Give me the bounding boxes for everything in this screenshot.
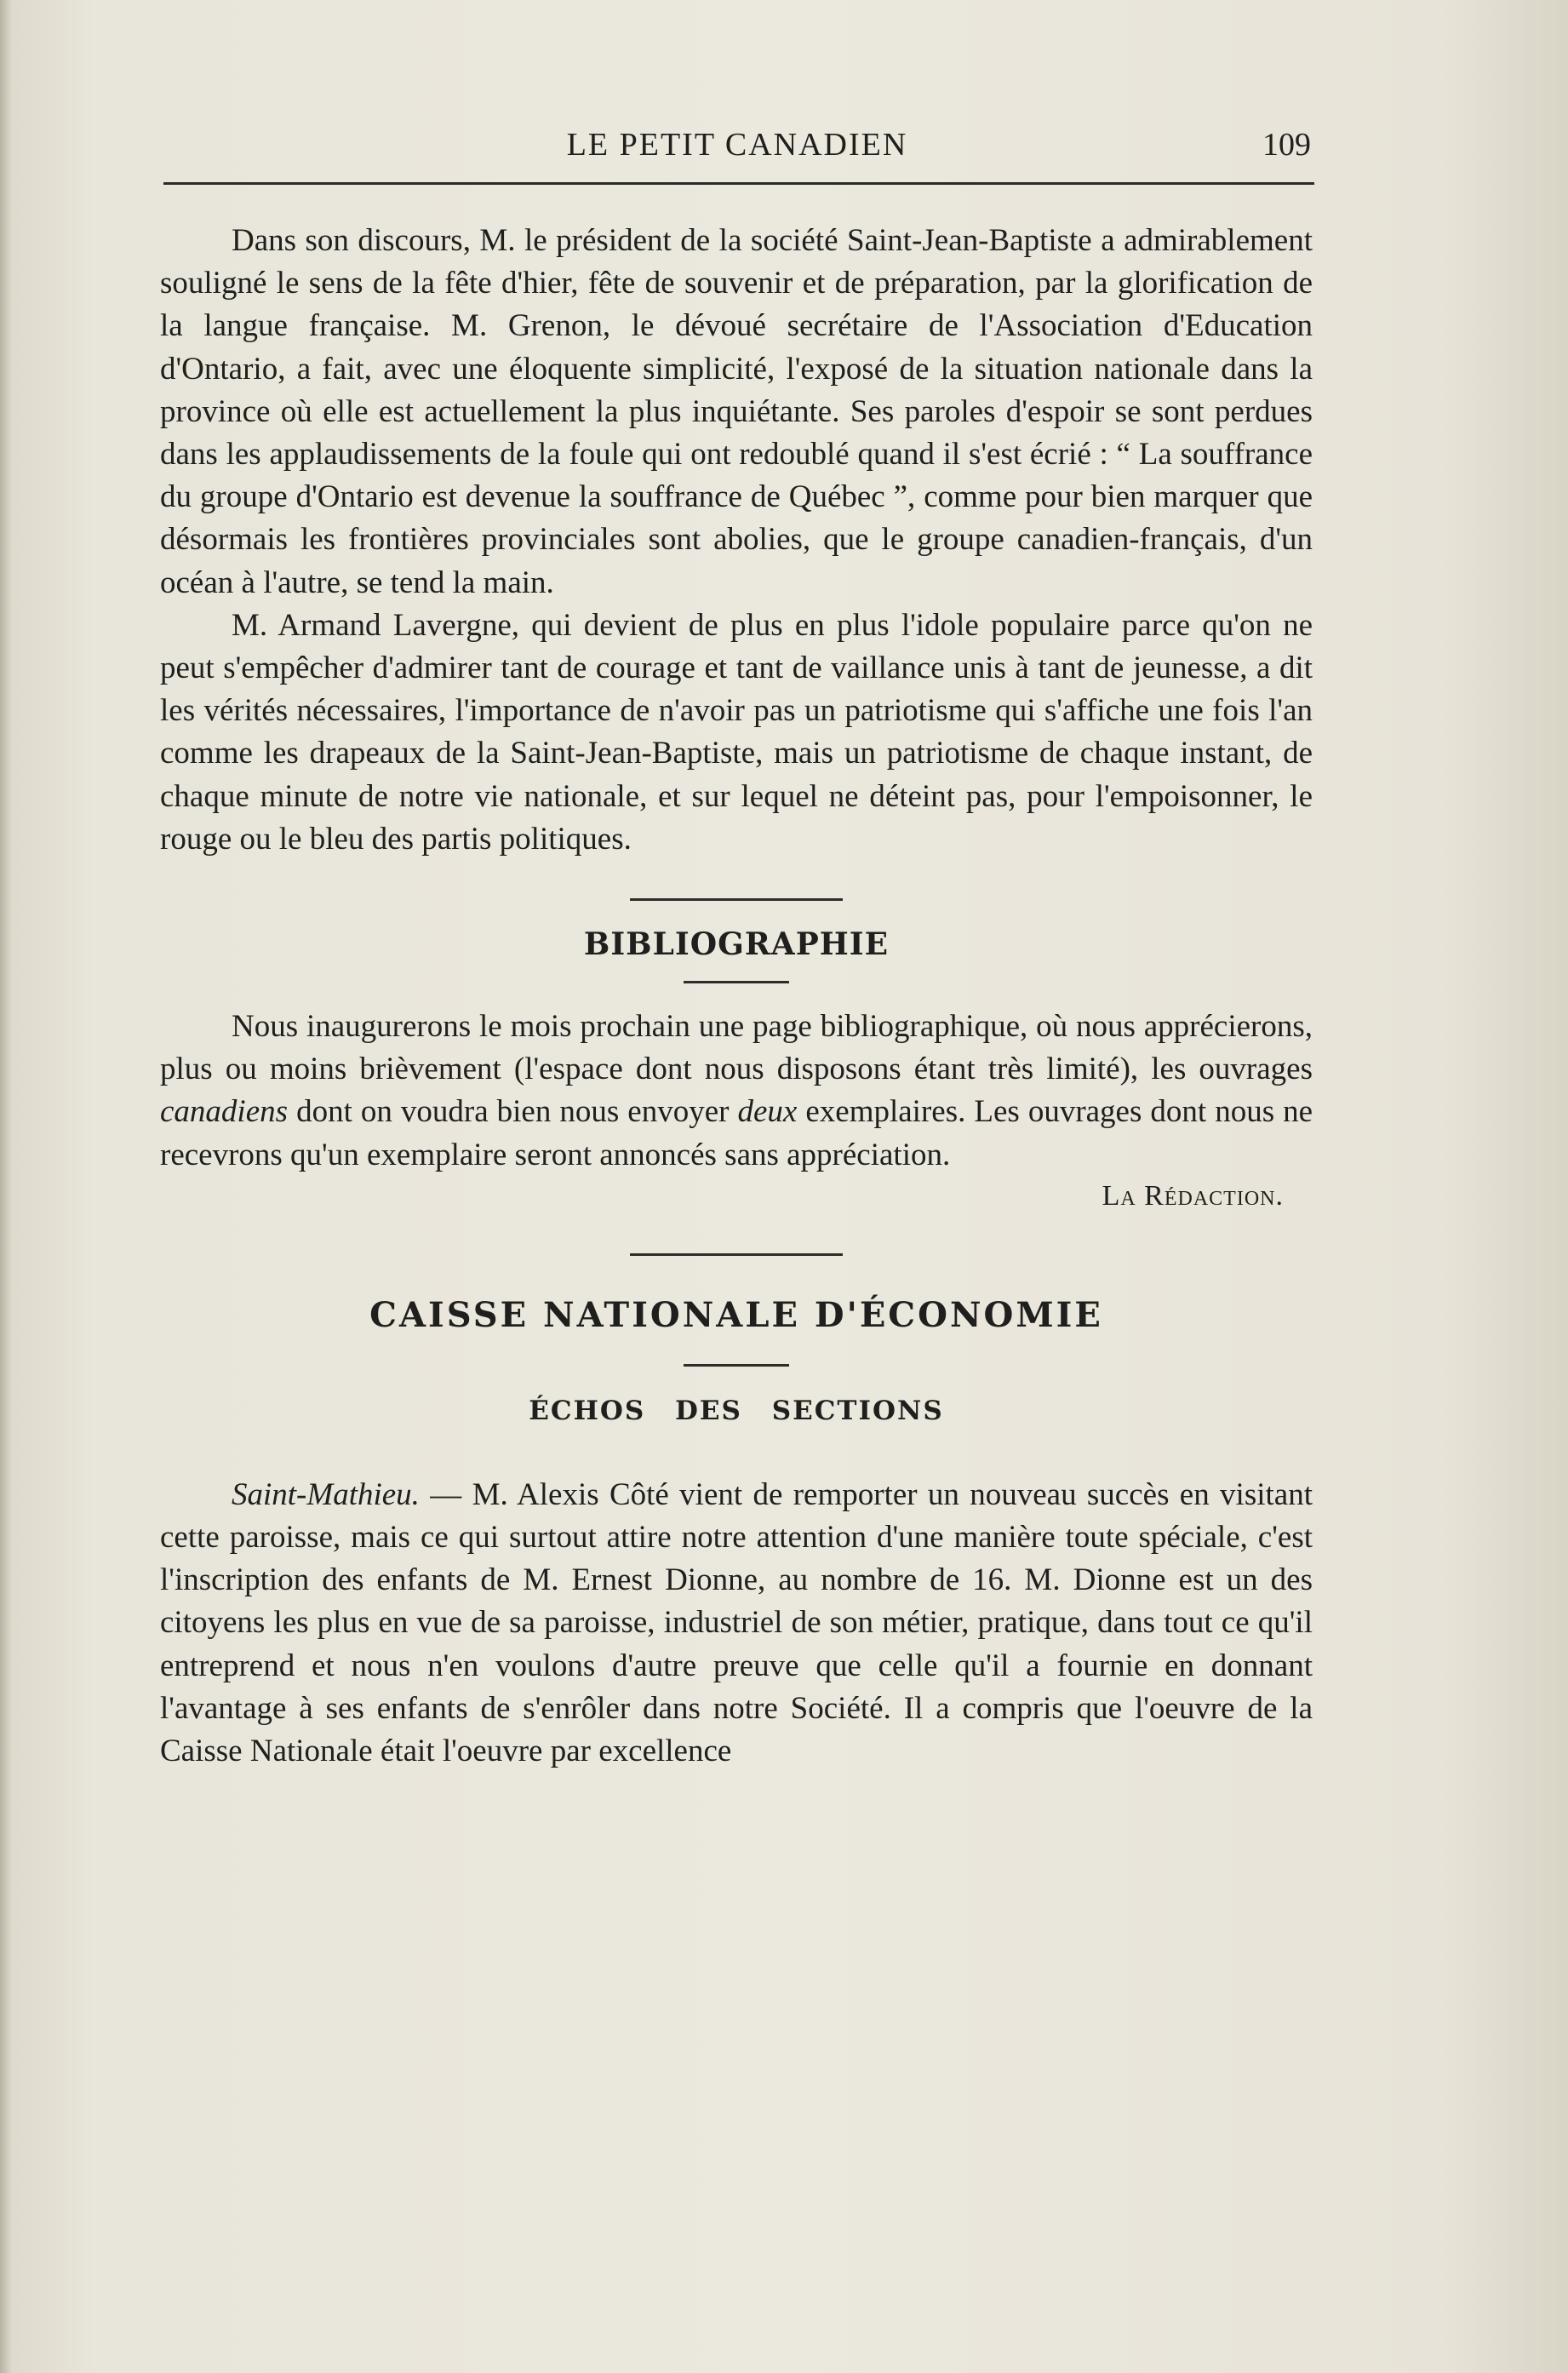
- caisse-text: — M. Alexis Côté vient de remporter un nouveau succès en visitant cette paroisse, mais ce qui surtout attire notre attention d'une manière toute spéciale, c'est l'inscription des enfants de M. Ernest Dionne, au nombre de 16. M. Dionne est un des citoyens les plus en vue de sa paroisse, industriel de son métier, pratique, dans tout ce qu'il entreprend et nous n'en voulons d'autre preuve que celle qu'il a fournie en donnant l'avantage à ses enfants de s'enrôler dans notre Société. Il a compris que l'oeuvre de la Caisse Nationale était l'oeuvre par excellence: [160, 1476, 1313, 1769]
- running-title: LE PETIT CANADIEN: [566, 127, 908, 163]
- bibliographie-text-after: exemplaires. Les ouvrages dont nous ne recevrons qu'un exemplaire seront annoncés sans appréciation.: [160, 1094, 1313, 1172]
- bibliographie-italic-canadiens: canadiens: [160, 1094, 289, 1130]
- intro-paragraph-1: Dans son discours, M. le président de la société Saint-Jean-Baptiste a admirablement souligné le sens de la fête d'hier, fête de souvenir et de préparation, par la glorification de la langue française. M. Grenon, le dévoué secrétaire de l'Association d'Education d'Ontario, a fait, avec une éloquente simplicité, l'exposé de la situation nationale dans la province où elle est actuellement la plus inquiétante. Ses paroles d'espoir se sont perdues dans les applaudissements de la foule qui ont redoublé quand il s'est écrié : “ La souffrance du groupe d'Ontario est devenue la souffrance de Québec ”, comme pour bien marquer que désormais les frontières provinciales sont abolies, que le groupe canadien-français, d'un océan à l'autre, se tend la main.: [160, 223, 1313, 600]
- caisse-title: CAISSE NATIONALE D'ÉCONOMIE: [369, 1294, 1103, 1335]
- title-underline: [684, 1364, 789, 1367]
- caisse-paragraph: [160, 1474, 1313, 1773]
- bibliographie-italic-deux: deux: [737, 1094, 798, 1130]
- intro-paragraph-2: M. Armand Lavergne, qui devient de plus en plus l'idole populaire parce qu'on ne peut s'empêcher d'admirer tant de courage et tant de vaillance unis à tant de jeunesse, a dit les vérités nécessaires, l'importance de n'avoir pas un patriotisme qui s'affiche une fois l'an comme les drapeaux de la Saint-Jean-Baptiste, mais un patriotisme de chaque instant, de chaque minute de notre vie nationale, et sur lequel ne déteint pas, pour l'empoisonner, le rouge ou le bleu des partis politiques.: [160, 607, 1313, 857]
- bibliographie-title: BIBLIOGRAPHIE: [583, 926, 890, 963]
- title-underline: [684, 981, 789, 983]
- bibliographie-signature: La Rédaction.: [1102, 1179, 1284, 1212]
- bibliographie-paragraph: [160, 1006, 1313, 1177]
- place-name: Saint-Mathieu.: [232, 1476, 420, 1512]
- bibliographie-text-middle: dont on voudra bien nous envoyer: [296, 1094, 730, 1130]
- page-body: [160, 220, 1313, 1773]
- page-edge-shadow: [0, 0, 12, 2373]
- page-header: [163, 119, 1311, 170]
- section-divider: [630, 898, 843, 901]
- echos-subtitle: ÉCHOS DES SECTIONS: [529, 1395, 944, 1426]
- bibliographie-text-before: Nous inaugurerons le mois prochain une page bibliographique, où nous apprécierons, plus ou moins brièvement (l'espace dont nous disposons étant très limité), les ouvrages: [160, 1009, 1313, 1087]
- header-rule: [163, 182, 1314, 185]
- page-number: 109: [1262, 127, 1311, 163]
- section-divider: [630, 1253, 843, 1256]
